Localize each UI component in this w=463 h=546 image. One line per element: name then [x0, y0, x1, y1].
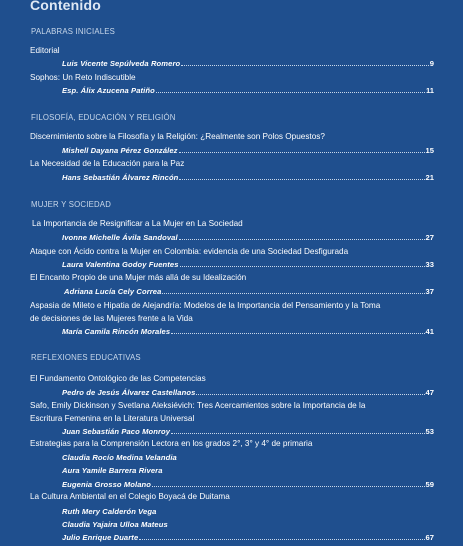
toc-entry-page: 53: [425, 427, 434, 436]
toc-entry-title[interactable]: Discernimiento sobre la Filosofía y la Religión: ¿Realmente son Polos Opuestos?: [30, 132, 325, 141]
toc-entry-title-line-2[interactable]: de decisiones de las Mujeres frente a la Vida: [30, 314, 193, 323]
toc-entry-author: Mishell Dayana Pérez González: [62, 146, 178, 155]
toc-entry-author-line[interactable]: [62, 173, 434, 183]
toc-entry-page: 21: [425, 173, 434, 182]
dot-leader: [179, 238, 425, 240]
toc-entry-page: 27: [425, 233, 434, 242]
toc-entry-page: 15: [425, 146, 434, 155]
toc-entry-author-line[interactable]: [62, 327, 434, 337]
dot-leader: [171, 332, 424, 334]
dot-leader: [162, 292, 424, 294]
toc-entry-author: Pedro de Jesús Álvarez Castellanos: [62, 388, 196, 397]
toc-entry-author-line[interactable]: [62, 59, 434, 69]
toc-entry-author[interactable]: Claudia Rocío Medina Velandia: [62, 453, 177, 462]
dot-leader: [171, 432, 424, 434]
toc-entry-author: Laura Valentina Godoy Fuentes: [62, 260, 179, 269]
toc-entry-author-line[interactable]: [62, 427, 434, 437]
toc-entry-page: 59: [425, 480, 434, 489]
toc-entry-title[interactable]: Estrategias para la Comprensión Lectora en los grados 2°, 3° y 4° de primaria: [30, 439, 313, 448]
dot-leader: [179, 151, 425, 153]
toc-entry-author-line[interactable]: [62, 533, 434, 543]
toc-entry-page: 33: [425, 260, 434, 269]
toc-entry-author: María Camila Rincón Morales: [62, 327, 171, 336]
toc-entry-title[interactable]: La Cultura Ambiental en el Colegio Boyacá de Duitama: [30, 492, 230, 501]
toc-entry-author: Juan Sebastián Paco Monroy: [62, 427, 171, 436]
toc-entry-page: 9: [429, 59, 434, 68]
toc-entry-author-line[interactable]: [62, 388, 434, 398]
toc-entry-title-line-1[interactable]: Safo, Emily Dickinson y Svetlana Aleksiévich: Tres Acercamientos sobre la Importancia de la: [30, 401, 366, 410]
dot-leader: [181, 64, 429, 66]
toc-entry-author-line[interactable]: [62, 260, 434, 270]
toc-entry-author: Eugenia Grosso Molano: [62, 480, 152, 489]
section-heading-reflexiones-educativas: REFLEXIONES EDUCATIVAS: [31, 353, 141, 362]
toc-entry-author-line[interactable]: [62, 480, 434, 490]
dot-leader: [152, 485, 425, 487]
toc-entry-author: Luis Vicente Sepúlveda Romero: [62, 59, 181, 68]
toc-entry-page: 11: [425, 86, 434, 95]
toc-entry-page: 41: [425, 327, 434, 336]
toc-entry-title-line-1[interactable]: Aspasia de Mileto e Hipatia de Alejandría: Modelos de la Importancia del Pensamiento y la Toma: [30, 301, 381, 310]
dot-leader: [139, 538, 424, 540]
section-heading-palabras-iniciales: PALABRAS INICIALES: [31, 27, 116, 36]
toc-entry-author-line[interactable]: [62, 86, 434, 96]
page-title: Contenido: [30, 0, 102, 13]
toc-entry-title[interactable]: El Encanto Propio de una Mujer más allá de su Idealización: [30, 273, 247, 282]
toc-entry-author[interactable]: Ruth Mery Calderón Vega: [62, 507, 157, 516]
section-heading-mujer-y-sociedad: MUJER Y SOCIEDAD: [31, 200, 112, 209]
dot-leader: [180, 265, 425, 267]
toc-entry-title[interactable]: Sophos: Un Reto Indiscutible: [30, 73, 136, 82]
toc-entry-author-line[interactable]: [64, 287, 434, 297]
toc-entry-author: Ivonne Michelle Ávila Sandoval: [62, 233, 178, 242]
toc-entry-page: 47: [425, 388, 434, 397]
dot-leader: [156, 91, 425, 93]
toc-entry-title[interactable]: La Importancia de Resignificar a La Mujer en La Sociedad: [32, 219, 243, 228]
toc-entry-page: 37: [425, 287, 434, 296]
toc-entry-author[interactable]: Aura Yamile Barrera Rivera: [62, 466, 163, 475]
toc-entry-author-line[interactable]: [62, 146, 434, 156]
toc-entry-title[interactable]: Editorial: [30, 46, 60, 55]
toc-entry-title[interactable]: La Necesidad de la Educación para la Paz: [30, 159, 185, 168]
toc-entry-page: 67: [425, 533, 434, 542]
toc-entry-author: Hans Sebastián Álvarez Rincón: [62, 173, 179, 182]
toc-entry-author[interactable]: Claudia Yajaira Ulloa Mateus: [62, 520, 168, 529]
toc-entry-title-line-2[interactable]: Escritura Femenina en la Literatura Universal: [30, 414, 195, 423]
toc-entry-author-line[interactable]: [62, 233, 434, 243]
toc-entry-author: Adriana Lucía Cely Correa: [64, 287, 162, 296]
toc-entry-author: Julio Enrique Duarte: [62, 533, 139, 542]
toc-entry-author: Esp. Álix Azucena Patiño: [62, 86, 155, 95]
toc-entry-title[interactable]: El Fundamento Ontológico de las Competencias: [30, 374, 206, 383]
dot-leader: [196, 393, 424, 395]
dot-leader: [179, 178, 424, 180]
section-heading-filosofia: FILOSOFÍA, EDUCACIÓN Y RELIGIÓN: [31, 113, 176, 122]
toc-entry-title[interactable]: Ataque con Ácido contra la Mujer en Colombia: evidencia de una Sociedad Desfigurada: [30, 247, 349, 256]
